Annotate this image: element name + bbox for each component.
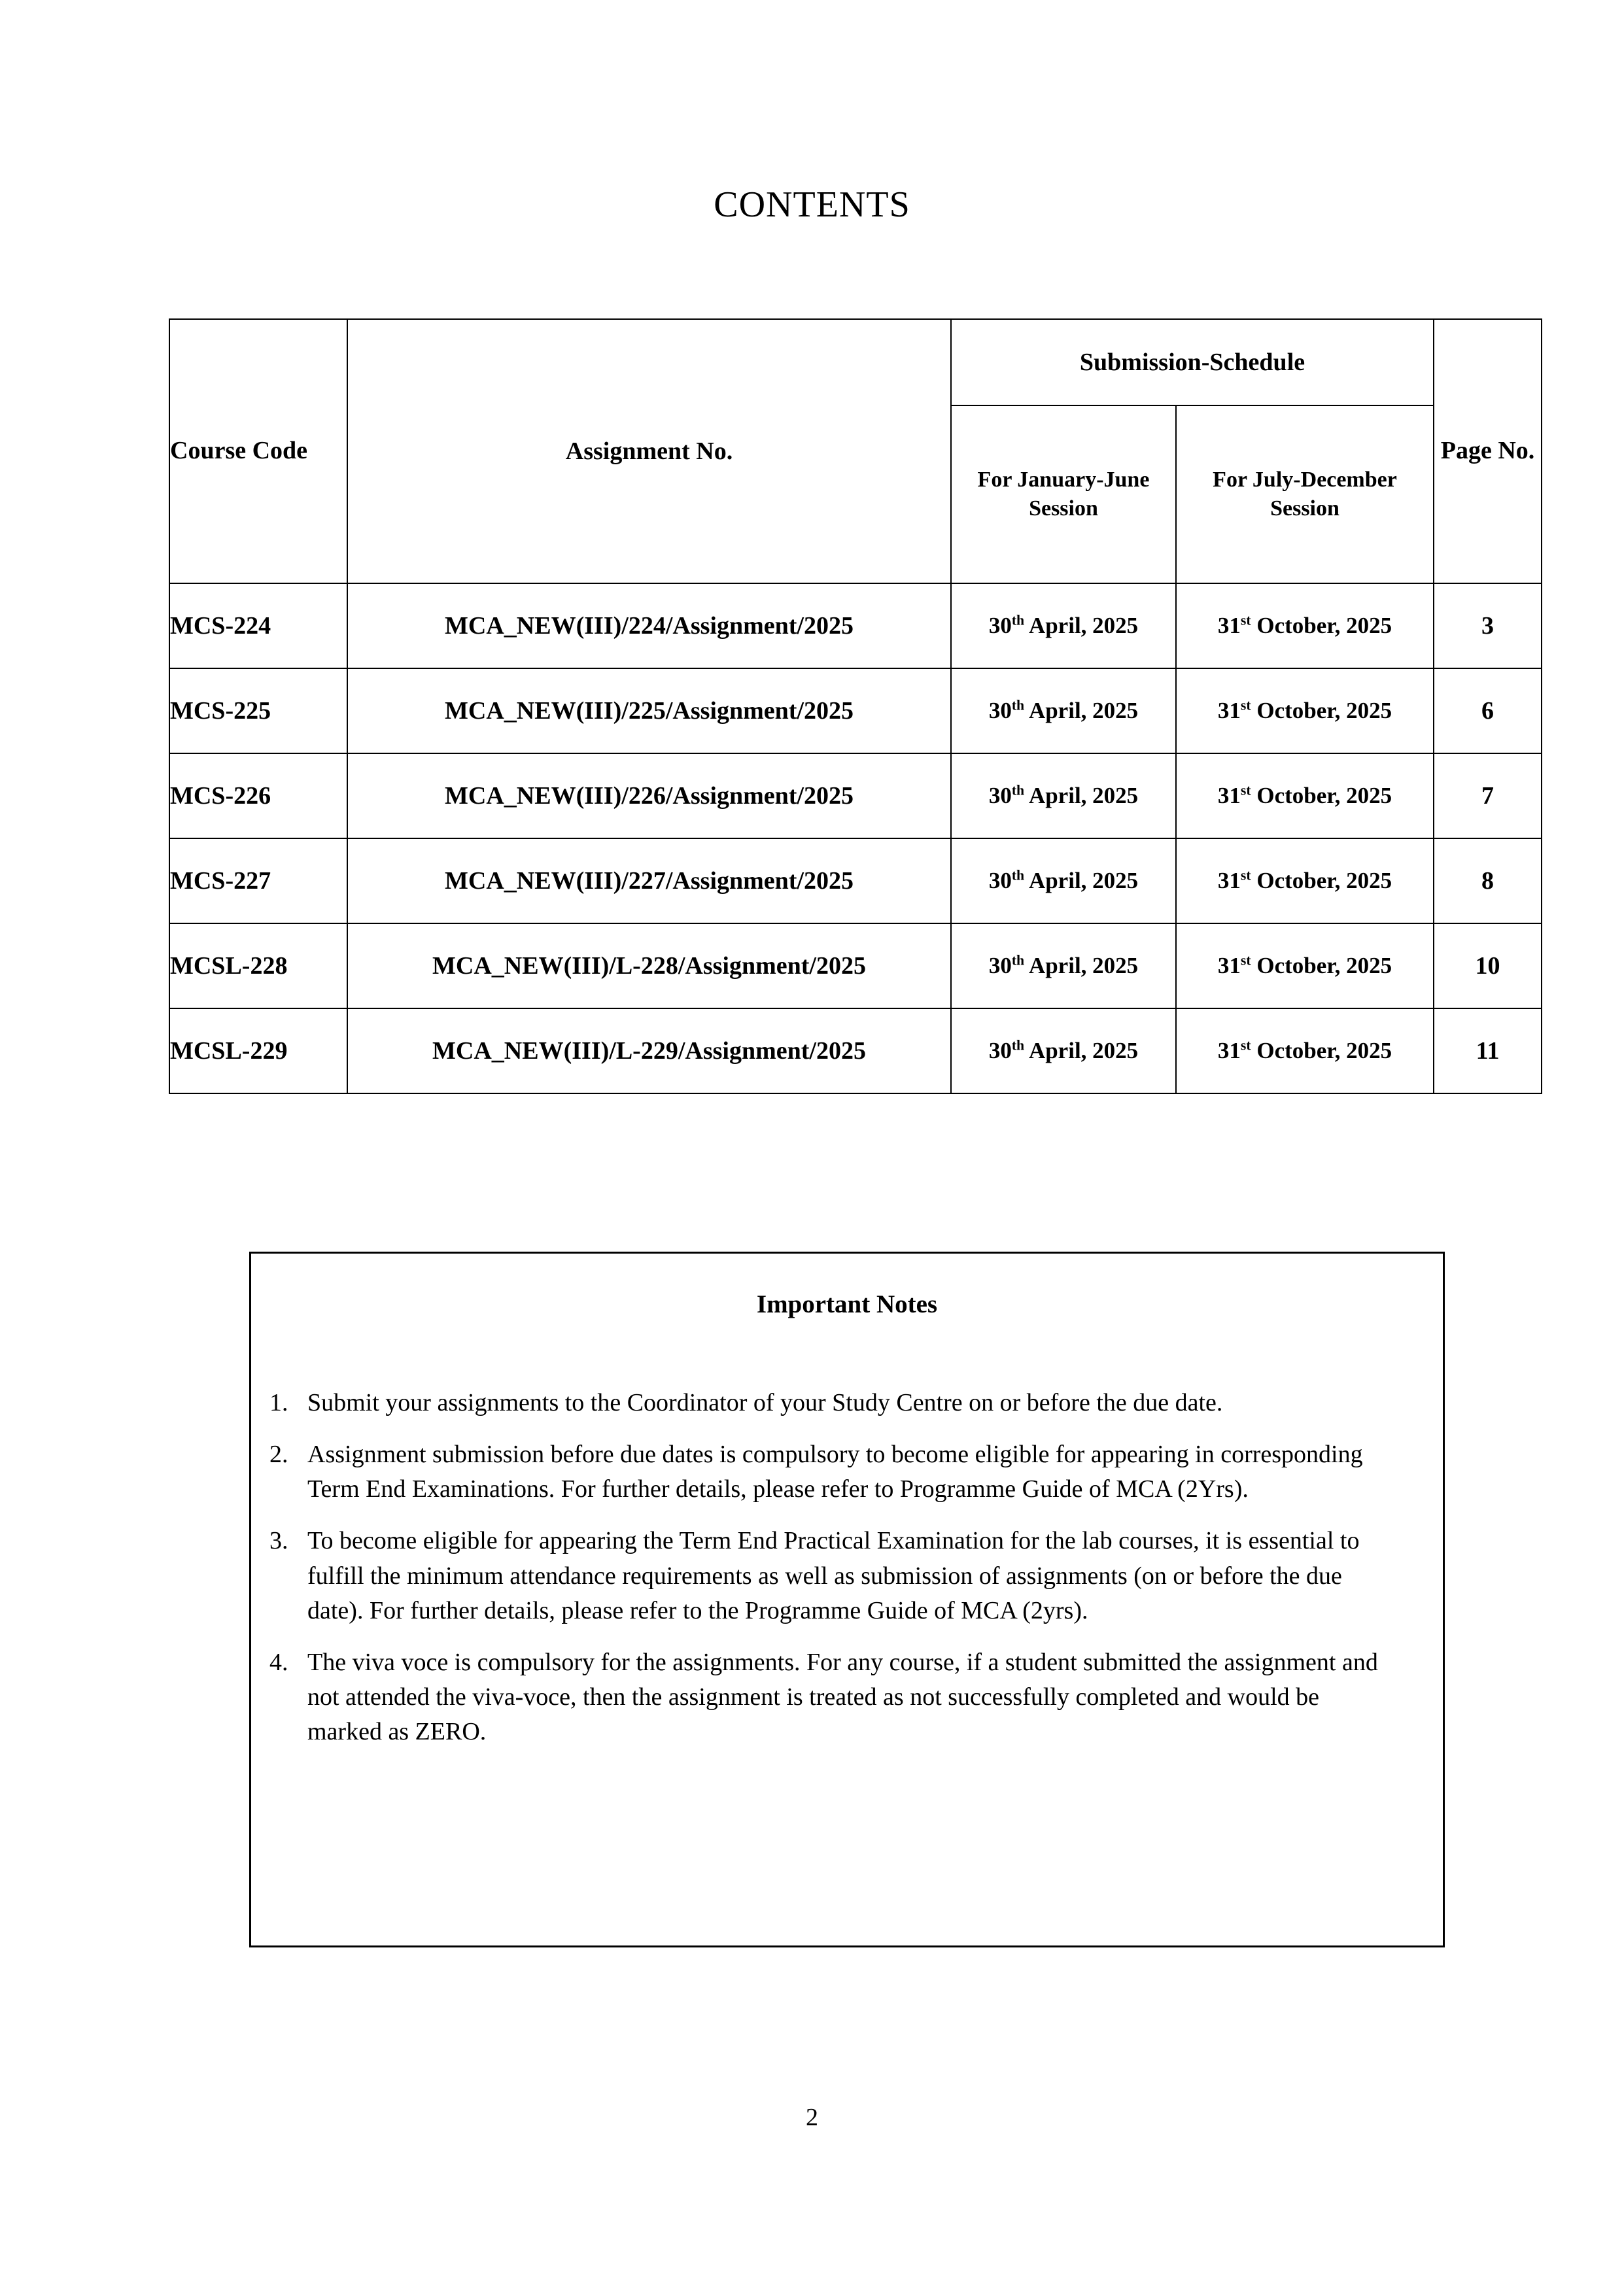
cell-assignment-no: MCA_NEW(III)/224/Assignment/2025 (347, 583, 951, 668)
note-number: 1. (269, 1388, 288, 1416)
note-text: The viva voce is compulsory for the assignments. For any course, if a student submitted the assignment and not attended the viva-voce, then the assignment is treated as not successfully completed and would be marked as ZERO. (307, 1648, 1378, 1746)
cell-page-no: 3 (1434, 583, 1542, 668)
note-number: 3. (269, 1527, 288, 1555)
cell-page-no: 8 (1434, 838, 1542, 923)
cell-course-code: MCS-225 (169, 668, 347, 753)
cell-july-december-due-date: 31st October, 2025 (1176, 583, 1434, 668)
cell-jan-june-due-date: 30th April, 2025 (951, 838, 1176, 923)
cell-july-december-due-date: 31st October, 2025 (1176, 838, 1434, 923)
table-header-row-1 (169, 319, 1542, 405)
cell-jan-june-due-date: 30th April, 2025 (951, 753, 1176, 838)
table-row (169, 668, 1542, 753)
cell-jan-june-due-date: 30th April, 2025 (951, 668, 1176, 753)
note-text: To become eligible for appearing the Term End Practical Examination for the lab courses, it is essential to fulfill the minimum attendance requirements as well as submission of assignments (on or before the due date). For further details, please refer to the Programme Guide of MCA (2yrs). (307, 1527, 1360, 1624)
cell-july-december-due-date: 31st October, 2025 (1176, 668, 1434, 753)
page-title: CONTENTS (714, 184, 910, 225)
cell-page-no: 10 (1434, 923, 1542, 1008)
column-header-submission-schedule: Submission-Schedule (951, 319, 1434, 405)
cell-assignment-no: MCA_NEW(III)/227/Assignment/2025 (347, 838, 951, 923)
note-text: Submit your assignments to the Coordinator of your Study Centre on or before the due date. (307, 1388, 1223, 1416)
column-header-for-july-december-session: For July-December Session (1176, 405, 1434, 583)
cell-course-code: MCS-227 (169, 838, 347, 923)
cell-page-no: 11 (1434, 1008, 1542, 1093)
note-number: 4. (269, 1648, 288, 1676)
cell-jan-june-due-date: 30th April, 2025 (951, 923, 1176, 1008)
column-header-assignment-no: Assignment No. (347, 319, 951, 583)
important-notes-box (249, 1252, 1445, 1947)
footer-page-number: 2 (806, 2104, 818, 2131)
contents-table-head (169, 319, 1542, 583)
column-header-page-no: Page No. (1434, 319, 1542, 583)
note-list-item (251, 1437, 1443, 1507)
contents-table-body (169, 583, 1542, 1093)
column-header-for-january-june-session: For January-June Session (951, 405, 1176, 583)
cell-page-no: 7 (1434, 753, 1542, 838)
table-row (169, 583, 1542, 668)
note-list-item (251, 1645, 1443, 1750)
important-notes-list (251, 1386, 1443, 1750)
cell-course-code: MCS-226 (169, 753, 347, 838)
cell-assignment-no: MCA_NEW(III)/L-229/Assignment/2025 (347, 1008, 951, 1093)
cell-page-no: 6 (1434, 668, 1542, 753)
cell-assignment-no: MCA_NEW(III)/L-228/Assignment/2025 (347, 923, 951, 1008)
table-row (169, 1008, 1542, 1093)
cell-july-december-due-date: 31st October, 2025 (1176, 923, 1434, 1008)
cell-course-code: MCS-224 (169, 583, 347, 668)
cell-july-december-due-date: 31st October, 2025 (1176, 753, 1434, 838)
contents-table (169, 318, 1542, 1094)
note-list-item (251, 1386, 1443, 1420)
cell-course-code: MCSL-228 (169, 923, 347, 1008)
cell-jan-june-due-date: 30th April, 2025 (951, 1008, 1176, 1093)
note-list-item (251, 1524, 1443, 1628)
cell-course-code: MCSL-229 (169, 1008, 347, 1093)
table-row (169, 923, 1542, 1008)
cell-assignment-no: MCA_NEW(III)/225/Assignment/2025 (347, 668, 951, 753)
note-number: 2. (269, 1440, 288, 1468)
cell-assignment-no: MCA_NEW(III)/226/Assignment/2025 (347, 753, 951, 838)
note-text: Assignment submission before due dates is compulsory to become eligible for appearing in corresponding Term End Examinations. For further details, please refer to Programme Guide of MCA (2Yrs). (307, 1440, 1363, 1503)
table-row (169, 838, 1542, 923)
important-notes-title: Important Notes (756, 1290, 938, 1318)
table-row (169, 753, 1542, 838)
column-header-course-code: Course Code (169, 319, 347, 583)
cell-jan-june-due-date: 30th April, 2025 (951, 583, 1176, 668)
cell-july-december-due-date: 31st October, 2025 (1176, 1008, 1434, 1093)
